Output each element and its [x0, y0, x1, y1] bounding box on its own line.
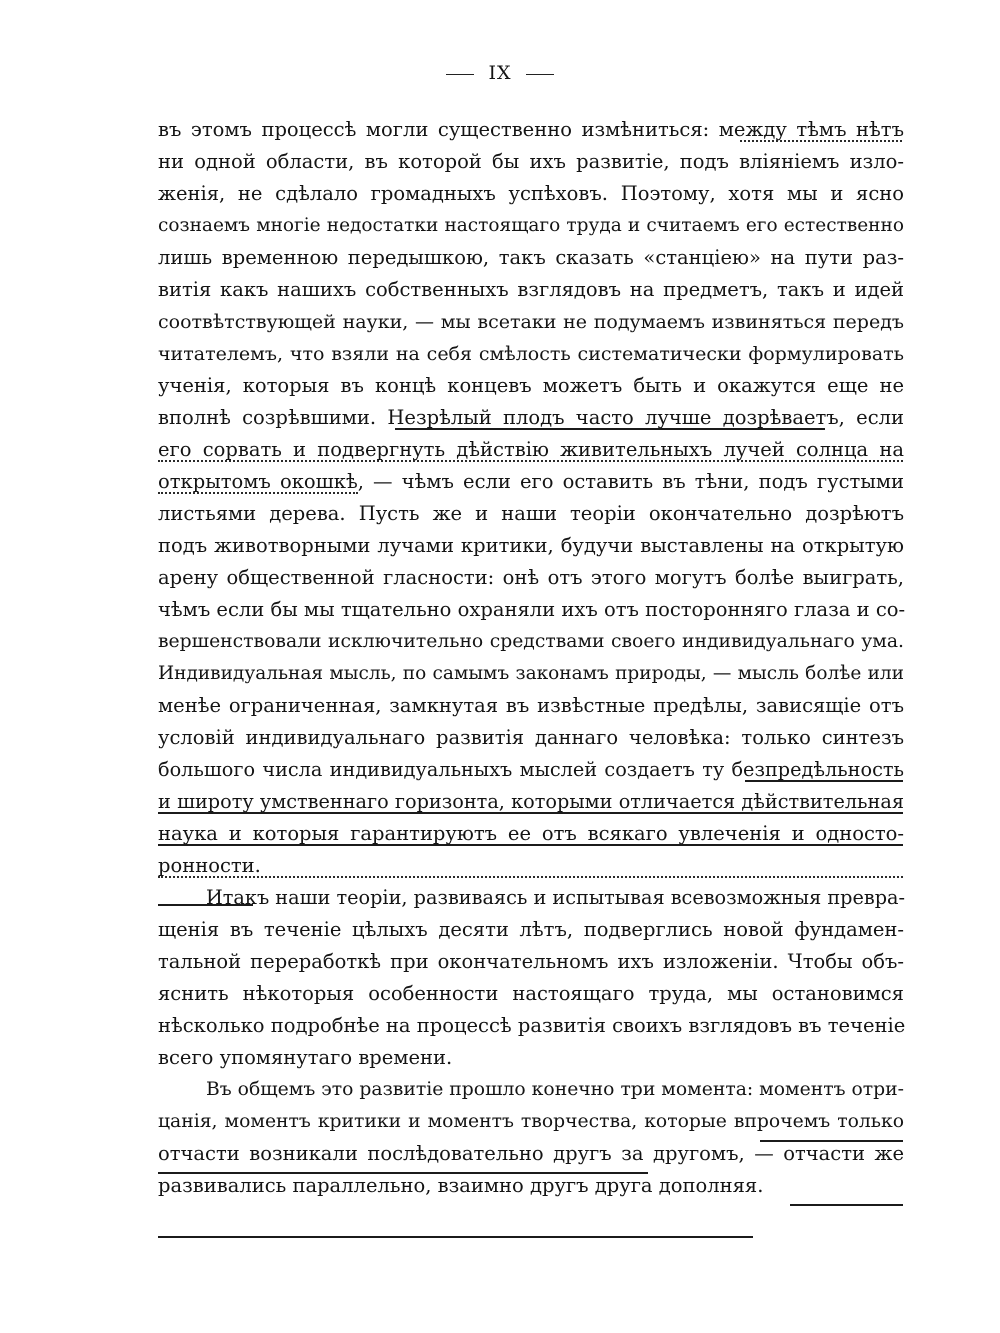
text-line: Итакъ наши теоріи, развиваясь и испытывая всевозможныя превра- — [206, 886, 906, 909]
text-line: въ этомъ процессѣ могли существенно измѣниться: между тѣмъ нѣтъ — [158, 118, 904, 141]
text-line: условій индивидуальнаго развитія даннаго человѣка: только синтезъ — [158, 726, 904, 749]
underline-mark — [740, 140, 902, 142]
text-line: яснить нѣкоторыя особенности настоящаго труда, мы остановимся — [158, 982, 904, 1005]
text-line: подъ животворными лучами критики, будучи выставлены на открытую — [158, 534, 904, 557]
underline-mark — [158, 812, 903, 814]
header-dash-right — [526, 74, 554, 75]
text-line: тальной переработкѣ при окончательномъ ихъ изложеніи. Чтобы объ- — [158, 950, 904, 973]
text-line: цанія, моментъ критики и моментъ творчества, которые впрочемъ только — [158, 1111, 904, 1132]
page-number: IX — [488, 62, 512, 84]
text-line: Въ общемъ это развитіе прошло конечно три момента: моментъ отри- — [206, 1079, 904, 1100]
underline-mark — [745, 780, 903, 782]
text-line: листьями дерева. Пусть же и наши теоріи окончательно дозрѣютъ — [158, 502, 904, 525]
text-line: ученія, которыя въ концѣ концевъ можетъ быть и окажутся еще не — [158, 374, 904, 397]
text-line: женія, не сдѣлало громадныхъ успѣховъ. Поэтому, хотя мы и ясно — [158, 182, 904, 205]
underline-mark — [158, 1236, 753, 1238]
text-line: всего упомянутаго времени. — [158, 1046, 453, 1069]
header-dash-left — [446, 74, 474, 75]
text-line: отчасти возникали послѣдовательно другъ за другомъ, — отчасти же — [158, 1142, 904, 1165]
text-line: и широту умственнаго горизонта, которыми отличается дѣйствительная — [158, 790, 904, 813]
text-line: соотвѣтствующей науки, — мы всетаки не подумаемъ извиняться передъ — [158, 311, 904, 333]
text-line: вполнѣ созрѣвшими. Незрѣлый плодъ часто лучше дозрѣваетъ, если — [158, 406, 904, 429]
underline-mark — [158, 904, 253, 906]
text-line: развивались параллельно, взаимно другъ друга дополняя. — [158, 1174, 764, 1197]
text-line: открытомъ окошкѣ, — чѣмъ если его оставить въ тѣни, подъ густыми — [158, 470, 904, 493]
underline-mark — [158, 876, 903, 878]
text-line: лишь временною передышкою, такъ сказать «станціею» на пути раз- — [158, 246, 904, 269]
underline-mark — [158, 1172, 648, 1174]
text-line: читателемъ, что взяли на себя смѣлость систематически формулировать — [158, 343, 904, 365]
text-line: наука и которыя гарантируютъ ее отъ всякаго увлеченія и односто- — [158, 822, 904, 845]
underline-mark — [760, 1140, 903, 1142]
text-line: ронности. — [158, 854, 261, 877]
text-line: менѣе ограниченная, замкнутая въ извѣстные предѣлы, зависящіе отъ — [158, 694, 904, 717]
text-line: арену общественной гласности: онѣ отъ этого могутъ болѣе выиграть, — [158, 566, 904, 589]
text-line: его сорвать и подвергнуть дѣйствію живительныхъ лучей солнца на — [158, 438, 904, 461]
text-line: вершенствовали исключительно средствами своего индивидуальнаго ума. — [158, 631, 904, 652]
underline-mark — [158, 460, 903, 462]
text-line: Индивидуальная мысль, по самымъ законамъ природы, — мысль болѣе или — [158, 663, 904, 684]
page-header — [0, 62, 1000, 84]
underline-mark — [395, 428, 825, 430]
text-line: большого числа индивидуальныхъ мыслей создаетъ ту безпредѣльность — [158, 758, 904, 781]
underline-mark — [790, 1204, 903, 1206]
underline-mark — [158, 492, 358, 494]
text-line: сознаемъ многіе недостатки настоящаго труда и считаемъ его естественно — [158, 215, 904, 236]
text-line: нѣсколько подробнѣе на процессѣ развитія своихъ взглядовъ въ теченіе — [158, 1014, 906, 1037]
underline-mark — [158, 844, 903, 846]
text-line: щенія въ теченіе цѣлыхъ десяти лѣтъ, подверглись новой фундамен- — [158, 918, 904, 941]
body-text — [158, 114, 904, 1202]
text-line: ни одной области, въ которой бы ихъ развитіе, подъ вліяніемъ изло- — [158, 150, 904, 173]
text-line: чѣмъ если бы мы тщательно охраняли ихъ отъ посторонняго глаза и со- — [158, 598, 906, 621]
text-line: витія какъ нашихъ собственныхъ взглядовъ на предметъ, такъ и идей — [158, 278, 904, 301]
